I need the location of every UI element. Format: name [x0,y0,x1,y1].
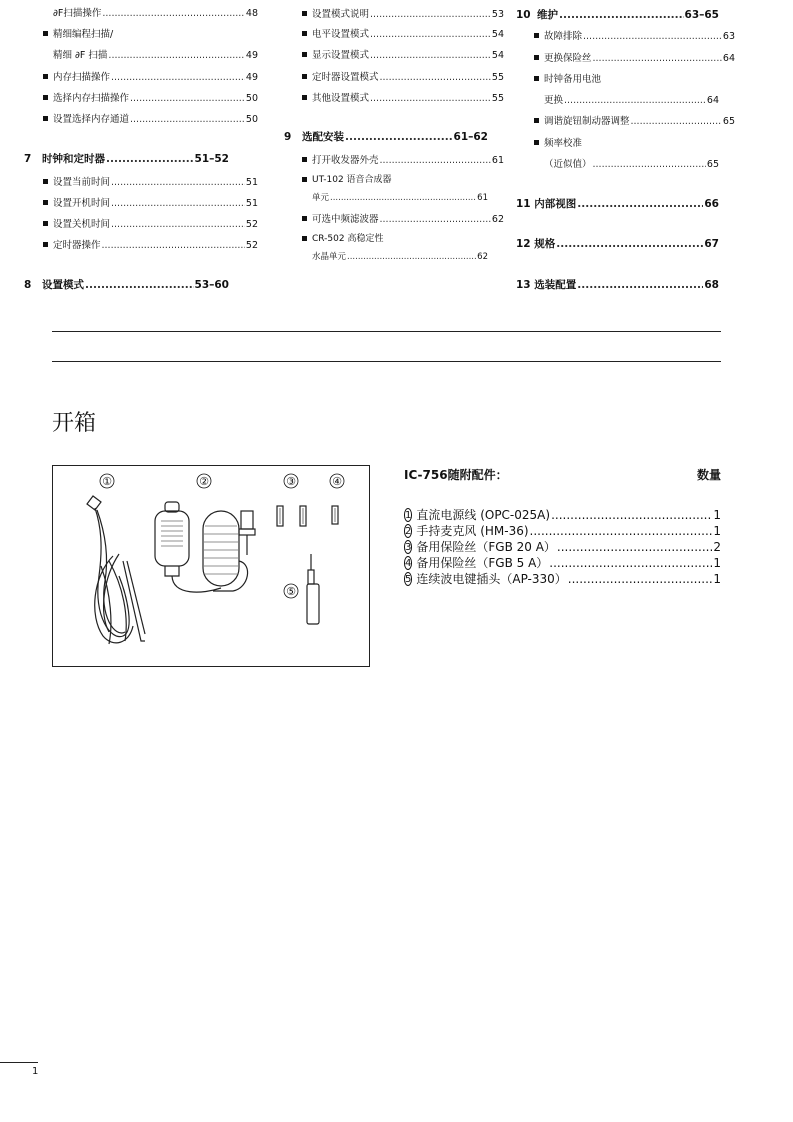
accessory-item [404,523,721,539]
toc-entry-page: 55 [491,93,504,104]
toc-entry[interactable] [528,135,735,149]
toc-chapter-8[interactable] [24,277,229,292]
toc-entry[interactable] [296,152,504,166]
toc-entry-label: 精细编程扫描/ [53,29,114,40]
toc-entry-label: 设置开机时间 [53,198,111,209]
chapter-page: 51–52 [194,153,229,165]
accessories-list-panel [404,466,721,587]
toc-chapter-7[interactable] [24,151,229,166]
item-label: 连续波电键插头（AP-330） [416,572,567,586]
toc-entry-page: 61 [477,193,488,203]
toc-entry-page: 49 [245,72,258,83]
accessory-item [404,507,721,523]
toc-entry-label: 选择内存扫描操作 [53,93,130,104]
item-number-badge: 5 [405,574,412,585]
toc-entry-label: 故障排除 [544,31,583,42]
item-number-badge: 3 [405,542,412,553]
accessories-list [404,507,721,587]
footer-rule [0,1062,38,1063]
toc-entry[interactable] [544,92,719,106]
chapter-page: 68 [704,279,719,291]
figure-label-2: ② [199,475,209,488]
toc-entry-label: 其他设置模式 [312,93,370,104]
chapter-number: 11 [516,198,531,210]
chapter-page: 66 [704,198,719,210]
accessories-illustration [53,466,369,666]
toc-entry[interactable] [37,90,258,104]
toc-entry-page: 65 [706,159,719,170]
toc-entry-label: 电平设置模式 [312,29,370,40]
chapter-number: 13 [516,279,531,291]
toc-entry-label: 设置当前时间 [53,177,111,188]
toc-entry-label: 调谐旋钮制动器调整 [544,116,630,127]
toc-entry[interactable] [528,71,735,85]
toc-entry[interactable] [37,237,258,251]
toc-entry-page: 64 [722,53,735,64]
toc-entry-label: 水晶单元 [312,252,347,262]
figure-label-5: ⑤ [286,585,296,598]
toc-entry[interactable] [37,111,258,125]
toc-entry-label: UT-102 语音合成器 [312,175,392,185]
item-qty: 1 [713,556,721,570]
toc-entry-label: 定时器操作 [53,240,101,251]
toc-chapter-10[interactable] [516,7,719,22]
toc-entry-label: 打开收发器外壳 [312,155,379,166]
toc-entry[interactable] [296,172,504,185]
toc-entry-page: 63 [722,31,735,42]
chapter-title: 时钟和定时器 [42,153,105,165]
chapter-page: 53–60 [194,279,229,291]
divider [52,331,721,332]
toc-chapter-13[interactable] [516,277,719,292]
toc-entry-label: 设置关机时间 [53,219,111,230]
item-qty: 1 [713,572,721,586]
chapter-title: 选装配置 [534,279,577,291]
toc-entry[interactable] [312,191,488,203]
toc-entry-label: 设置模式说明 [312,9,370,20]
toc-entry[interactable] [296,231,504,244]
chapter-page: 67 [704,238,719,250]
chapter-page: 61–62 [453,131,488,143]
toc-entry[interactable] [544,156,719,170]
chapter-number: 9 [284,131,292,143]
accessory-item [404,555,721,571]
toc-entry-label: （近似值） [544,159,592,170]
spare-fuses-drawing [277,506,338,526]
chapter-number: 12 [516,238,531,250]
figure-label-1: ① [102,475,112,488]
toc-entry[interactable] [53,47,258,61]
toc-entry[interactable] [37,26,258,40]
toc-entry-label: 定时器设置模式 [312,72,379,83]
toc-entry-page: 50 [245,93,258,104]
toc-entry-label: 单元 [312,193,330,203]
toc-entry[interactable] [37,195,258,209]
item-number-badge: 4 [405,558,412,569]
toc-entry[interactable] [296,211,504,225]
toc-entry-page: 50 [245,114,258,125]
chapter-number: 10 [516,9,531,21]
toc-entry-label: 更换保险丝 [544,53,592,64]
accessories-figure [52,465,370,667]
toc-entry-page: 52 [245,219,258,230]
toc-entry-page: 54 [491,50,504,61]
divider [52,361,721,362]
toc-entry-page: 54 [491,29,504,40]
accessories-heading: IC-756随附配件： [404,468,508,482]
chapter-title: 设置模式 [42,279,84,291]
section-title: 开箱 [52,411,97,436]
toc-entry[interactable] [528,113,735,127]
toc-entry-label: ∂F扫描操作 [53,8,102,19]
toc-entry[interactable] [296,26,504,40]
toc-entry-page: 61 [491,155,504,166]
toc-entry-label: 设置选择内存通道 [53,114,130,125]
item-qty: 2 [713,540,721,554]
chapter-number: 7 [24,153,32,165]
toc-entry[interactable] [37,216,258,230]
accessories-header [404,466,721,483]
toc-entry-page: 55 [491,72,504,83]
chapter-page: 63–65 [684,9,719,21]
toc-entry[interactable] [528,28,735,42]
figure-label-3: ③ [286,475,296,488]
toc-entry-page: 62 [477,252,488,262]
toc-chapter-11[interactable] [516,196,719,211]
chapter-title: 选配安装 [302,131,344,143]
toc-entry[interactable] [53,5,258,19]
item-label: 备用保险丝（FGB 5 A） [416,556,549,570]
cw-key-plug-drawing [307,554,319,624]
toc-entry-page: 62 [491,214,504,225]
hand-microphone-drawing [155,502,255,592]
item-qty: 1 [713,508,721,522]
toc-entry-label: 内存扫描操作 [53,72,111,83]
toc-entry-page: 52 [245,240,258,251]
quantity-heading: 数量 [696,468,721,482]
toc-entry[interactable] [528,50,735,64]
toc-entry[interactable] [37,69,258,83]
page-number: 1 [32,1066,39,1077]
item-label: 手持麦克风 (HM-36) [416,524,529,538]
item-label: 备用保险丝（FGB 20 A） [416,540,556,554]
toc-entry[interactable] [296,69,504,83]
toc-entry-page: 51 [245,177,258,188]
chapter-title: 维护 [537,9,558,21]
accessory-item [404,539,721,555]
toc-entry-page: 49 [245,50,258,61]
accessory-item [404,571,721,587]
toc-entry-label: 显示设置模式 [312,50,370,61]
toc-entry-page: 65 [722,116,735,127]
toc-entry-page: 48 [245,8,258,19]
toc-entry-label: 时钟备用电池 [544,74,602,85]
item-label: 直流电源线 (OPC-025A) [416,508,551,522]
toc-entry[interactable] [312,250,488,262]
toc-entry[interactable] [37,174,258,188]
toc-entry-label: 可选中频滤波器 [312,214,379,225]
toc-entry-label: 精细 ∂F 扫描 [53,50,108,61]
toc-entry-label: 频率校准 [544,138,583,149]
dc-power-cable-drawing [87,496,145,644]
toc-entry-page: 64 [706,95,719,106]
chapter-title: 规格 [534,238,556,250]
toc-entry[interactable] [296,47,504,61]
toc-entry-label: CR-502 高稳定性 [312,234,384,244]
toc-entry-page: 51 [245,198,258,209]
item-qty: 1 [713,524,721,538]
toc-entry-page: 53 [491,9,504,20]
toc-entry[interactable] [296,6,504,20]
toc-chapter-12[interactable] [516,236,719,251]
item-number-badge: 1 [405,510,412,521]
chapter-number: 8 [24,279,32,291]
toc-chapter-9[interactable] [284,129,488,144]
chapter-title: 内部视图 [534,198,577,210]
item-number-badge: 2 [405,526,412,537]
figure-label-4: ④ [332,475,342,488]
toc-entry-label: 更换 [544,95,564,106]
toc-entry[interactable] [296,90,504,104]
